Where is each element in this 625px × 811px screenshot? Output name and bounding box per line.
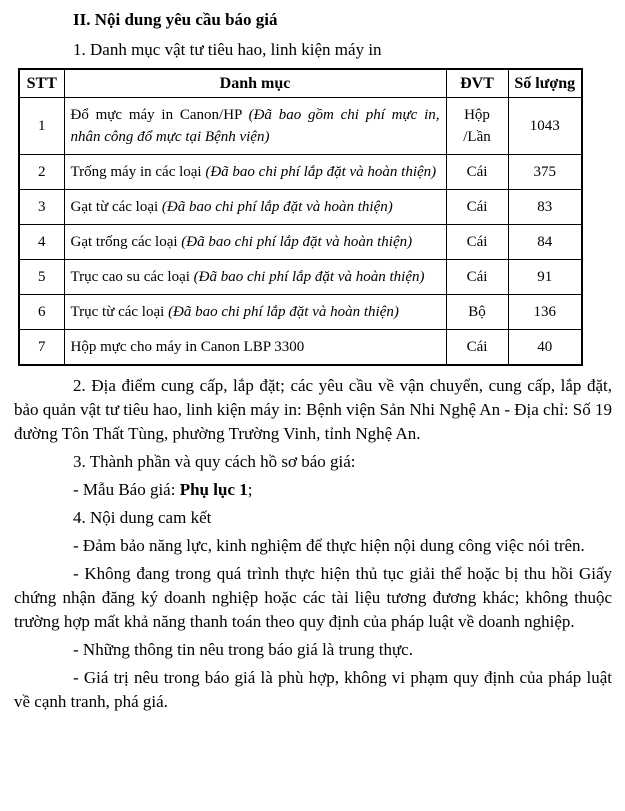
row-stt: 5: [19, 260, 64, 295]
item-name: Hộp mực cho máy in Canon LBP 3300: [70, 339, 305, 355]
paragraph-commitment-price: - Giá trị nêu trong báo giá là phù hợp, không vi phạm quy định của pháp luật về cạnh tranh, phá giá.: [14, 668, 612, 711]
form-appendix: Phụ lục 1: [179, 480, 248, 499]
item-qty: 40: [508, 330, 582, 366]
paragraph-commitment-truth: - Những thông tin nêu trong báo giá là trung thực.: [73, 640, 413, 659]
item-name: Đổ mực máy in Canon/HP: [70, 107, 242, 123]
item-note: (Đã bao chi phí lắp đặt và hoàn thiện): [205, 164, 437, 180]
table-row: [19, 98, 582, 155]
form-suffix: ;: [247, 480, 253, 499]
item-name-cell: [64, 260, 446, 295]
item-note: (Đã bao chi phí lắp đặt và hoàn thiện): [168, 304, 399, 320]
col-header-so-luong: Số lượng: [508, 69, 582, 98]
item-unit: Cái: [446, 190, 508, 225]
item-unit: Cái: [446, 155, 508, 190]
col-header-danh-muc: Danh mục: [64, 69, 446, 98]
item-unit: Bộ: [446, 295, 508, 330]
table-row: [19, 260, 582, 295]
list-heading: 1. Danh mục vật tư tiêu hao, linh kiện máy in: [73, 40, 382, 59]
item-unit: Cái: [446, 260, 508, 295]
item-name: Trục từ các loại: [70, 304, 165, 320]
row-stt: 6: [19, 295, 64, 330]
item-name: Gạt từ các loại: [70, 199, 159, 215]
item-qty: 1043: [508, 98, 582, 155]
item-name: Trục cao su các loại: [70, 269, 190, 285]
table-row: [19, 155, 582, 190]
item-name-cell: [64, 225, 446, 260]
row-stt: 2: [19, 155, 64, 190]
item-unit: Cái: [446, 225, 508, 260]
paragraph-commitments: 4. Nội dung cam kết: [73, 508, 212, 527]
item-name-cell: [64, 98, 446, 155]
item-name-cell: [64, 190, 446, 225]
item-note: (Đã bao chi phí lắp đặt và hoàn thiện): [193, 269, 425, 285]
paragraph-location: 2. Địa điểm cung cấp, lắp đặt; các yêu cầu về vận chuyển, cung cấp, lắp đặt, bảo quản vật tư tiêu hao, linh kiện máy in: Bệnh viện Sản Nhi Nghệ An - Địa chỉ: Số 19 đường Tôn Thất Tùng, phường Trường Vinh, tỉnh Nghệ An.: [14, 376, 612, 443]
item-note: (Đã bao chi phí lắp đặt và hoàn thiện): [161, 199, 393, 215]
col-header-stt: STT: [19, 69, 64, 98]
item-qty: 83: [508, 190, 582, 225]
col-header-dvt: ĐVT: [446, 69, 508, 98]
item-name-cell: [64, 295, 446, 330]
row-stt: 1: [19, 98, 64, 155]
paragraph-form: [14, 478, 612, 502]
item-name: Gạt trống các loại: [70, 234, 178, 250]
table-header-row: [19, 69, 582, 98]
table-row: [19, 225, 582, 260]
item-note: (Đã bao chi phí lắp đặt và hoàn thiện): [181, 234, 413, 250]
item-unit: Cái: [446, 330, 508, 366]
item-qty: 91: [508, 260, 582, 295]
item-name-cell: [64, 155, 446, 190]
item-qty: 84: [508, 225, 582, 260]
item-note: (Đã bao gồm chi phí mực in, nhân công đổ mực tại Bệnh viện): [70, 107, 440, 145]
row-stt: 4: [19, 225, 64, 260]
table-row: [19, 295, 582, 330]
item-qty: 136: [508, 295, 582, 330]
items-table: [18, 68, 583, 366]
paragraph-components: 3. Thành phần và quy cách hồ sơ báo giá:: [73, 452, 356, 471]
table-row: [19, 190, 582, 225]
table-row: [19, 330, 582, 366]
item-unit: Hộp /Lần: [446, 98, 508, 155]
form-label: - Mẫu Báo giá:: [73, 480, 180, 499]
item-name-cell: [64, 330, 446, 366]
item-name: Trống máy in các loại: [70, 164, 202, 180]
row-stt: 3: [19, 190, 64, 225]
paragraph-commitment-capacity: - Đảm bảo năng lực, kinh nghiệm để thực hiện nội dung công việc nói trên.: [73, 536, 585, 555]
item-qty: 375: [508, 155, 582, 190]
section-heading: II. Nội dung yêu cầu báo giá: [73, 10, 278, 29]
paragraph-commitment-legal: - Không đang trong quá trình thực hiện thủ tục giải thể hoặc bị thu hồi Giấy chứng nhận đăng ký doanh nghiệp hoặc các tài liệu tương đương khác; không thuộc trường hợp mất khả năng thanh toán theo quy định của pháp luật về doanh nghiệp.: [14, 564, 612, 631]
row-stt: 7: [19, 330, 64, 366]
